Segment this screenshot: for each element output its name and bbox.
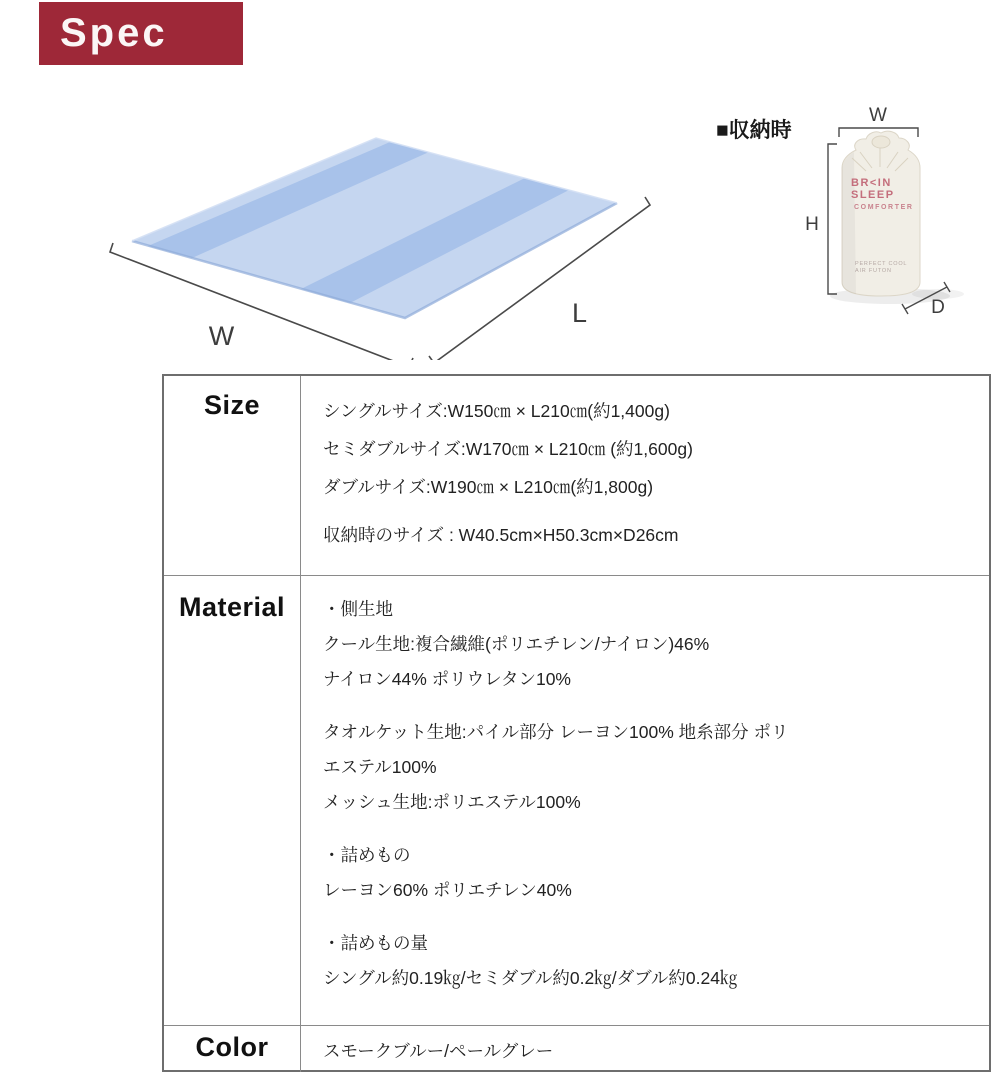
bag-product-label: COMFORTER — [854, 204, 914, 211]
material-line-cool-fabric: クール生地:複合繊維(ポリエチレン/ナイロン)46% — [323, 634, 710, 654]
size-row-value — [301, 376, 989, 575]
bag-brand-line1: BR<IN — [851, 177, 892, 189]
bag-left-shade — [842, 152, 856, 294]
spec-row-size — [164, 376, 989, 575]
material-line-shell-heading: ・側生地 — [323, 599, 393, 619]
bag-brand-line2: SLEEP — [851, 189, 895, 201]
bag-width-label: W — [869, 105, 887, 126]
bag-drawstring-knot — [872, 136, 890, 148]
size-line-packed: 収納時のサイズ : W40.5cm×H50.3cm×D26cm — [323, 525, 679, 545]
size-row-header: Size — [164, 376, 301, 575]
material-line-filling-heading: ・詰めもの — [323, 845, 411, 865]
storage-bag-illustration — [830, 131, 964, 304]
bag-small-text-line2: AIR FUTON — [855, 268, 892, 274]
color-row-value — [301, 1026, 989, 1072]
product-dimension-diagram — [0, 0, 1000, 360]
color-line: スモークブルー/ペールグレー — [323, 1041, 554, 1061]
material-line-mesh-fabric: メッシュ生地:ポリエステル100% — [323, 792, 581, 812]
material-line-filling: レーヨン60% ポリエチレン40% — [323, 880, 572, 900]
bag-depth-label: D — [931, 297, 945, 318]
bag-height-label: H — [805, 214, 819, 235]
spec-row-material — [164, 575, 989, 1025]
material-line-filling-amount: シングル約0.19㎏/セミダブル約0.2㎏/ダブル約0.24㎏ — [323, 968, 738, 988]
material-line-nylon: ナイロン44% ポリウレタン10% — [323, 669, 571, 689]
bag-small-text-line1: PERFECT COOL — [855, 261, 908, 267]
spec-table — [162, 374, 991, 1072]
material-row-header: Material — [164, 576, 301, 1025]
color-row-header: Color — [164, 1026, 301, 1072]
size-line-double: ダブルサイズ:W190㎝ × L210㎝(約1,800g) — [323, 477, 654, 497]
spec-badge-label: Spec — [60, 11, 168, 55]
blanket-width-label: W — [208, 321, 236, 351]
storage-section-label: ■収納時 — [716, 119, 792, 142]
material-line-filling-amount-heading: ・詰めもの量 — [323, 933, 428, 953]
bag-height-dimension-line — [828, 144, 837, 294]
spec-row-color — [164, 1025, 989, 1072]
material-row-value — [301, 576, 989, 1025]
size-line-semidouble: セミダブルサイズ:W170㎝ × L210㎝ (約1,600g) — [323, 439, 693, 459]
comforter-illustration — [132, 138, 617, 318]
material-line-towel-fabric: タオルケット生地:パイル部分 レーヨン100% 地糸部分 ポリ — [323, 722, 789, 742]
material-line-ester: エステル100% — [323, 757, 437, 777]
size-line-single: シングルサイズ:W150㎝ × L210㎝(約1,400g) — [323, 401, 670, 421]
blanket-length-label: L — [571, 298, 589, 328]
